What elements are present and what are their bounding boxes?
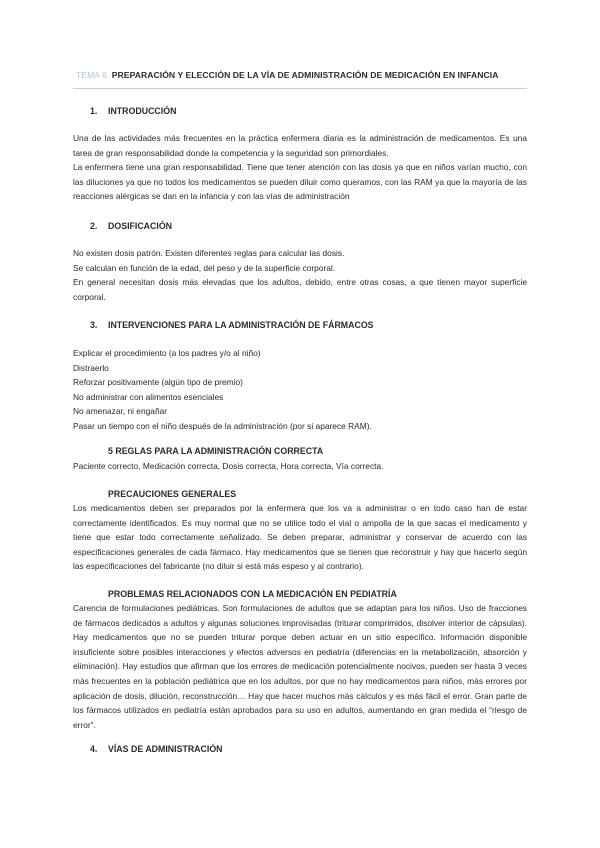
subsection-heading-reglas: 5 REGLAS PARA LA ADMINISTRACIÓN CORRECTA: [108, 446, 324, 456]
dosificacion-body: [73, 246, 527, 304]
list-item: Explicar el procedimiento (a los padres y/o al niño): [73, 348, 261, 358]
paragraph: Los medicamentos deben ser preparados por la enfermera que los va a administrar o en todo caso han de estar correctamente identificados. Es muy normal que no se utilice todo el vial o ampolla de la que sacas el medicamento y tiene que estar todo correctamente señalizado. Se deben preparar, administrar y conservar de acuerdo con las especificaciones generales de cada fármaco. Hay medicamentos que se tienen que reconstruir y hay que hacerlo según las especificaciones del fabricante (no diluir si está más espeso y al contrario).: [73, 503, 527, 572]
paragraph: La enfermera tiene una gran responsabilidad. Tiene que tener atención con las dosis ya que en niños varían mucho, con las diluciones ya que no todos los medicamentos se pueden diluir como queramos, con las RAM ya que la mayoría de las reacciones alérgicas se dan en la infancia y con las vías de administración: [73, 162, 527, 202]
section-heading-introduccion: [90, 106, 176, 116]
section-number: 4.: [90, 744, 98, 754]
header-divider: [73, 88, 527, 89]
document-header: [76, 70, 526, 80]
section-title: INTRODUCCIÓN: [108, 106, 177, 116]
section-title: VÍAS DE ADMINISTRACIÓN: [108, 744, 223, 754]
topic-label: TEMA 6.: [76, 70, 110, 80]
subsection-heading-precauciones: PRECAUCIONES GENERALES: [108, 489, 237, 499]
list-item: Pasar un tiempo con el niño después de la administración (por si aparece RAM).: [73, 420, 372, 431]
subsection-heading-problemas: PROBLEMAS RELACIONADOS CON LA MEDICACIÓN EN PEDIATRÍA: [108, 589, 397, 599]
text-line: Se calculan en función de la edad, del peso y de la superficie corporal.: [73, 262, 336, 273]
reglas-body: [73, 459, 527, 474]
text-line: No existen dosis patrón. Existen diferentes reglas para calcular las dosis.: [73, 248, 345, 258]
introduccion-body: [73, 131, 527, 204]
section-heading-intervenciones: [90, 320, 374, 330]
section-number: 3.: [90, 320, 98, 330]
paragraph: En general necesitan dosis más elevadas que los adultos, debido, entre otras cosas, a que tienen mayor superficie corporal.: [73, 277, 527, 302]
interventions-list: [73, 346, 372, 434]
precauciones-body: [73, 501, 527, 574]
section-heading-dosificacion: [90, 221, 172, 231]
section-number: 1.: [90, 106, 98, 116]
list-item: No administrar con alimentos esenciales: [73, 391, 224, 402]
list-item: Distraerlo: [73, 362, 109, 373]
section-title: DOSIFICACIÓN: [108, 221, 173, 231]
problemas-body: [73, 601, 527, 732]
document-title: PREPARACIÓN Y ELECCIÓN DE LA VÍA DE ADMINISTRACIÓN DE MEDICACIÓN EN INFANCIA: [111, 70, 499, 80]
section-title: INTERVENCIONES PARA LA ADMINISTRACIÓN DE FÁRMACOS: [108, 320, 374, 330]
section-number: 2.: [90, 221, 98, 231]
paragraph: Carencia de formulaciones pediátricas. Son formulaciones de adultos que se adaptan para los niños. Uso de fracciones de fármacos dedicados a adultos y algunas soluciones improvisadas (triturar comprimidos, disolver interior de cápsulas). Hay medicamentos que no se pueden triturar porque deben actuar en un sitio específico. Información disponible insuficiente sobre posibles interacciones y efectos adversos en pediatría (diferencias en la metabolización, absorción y eliminación). Hay estudios que afirman que los errores de medicación potencialmente nocivos, pueden ser hasta 3 veces más frecuentes en la población pediátrica que en los adultos, por que no hay medicamentos para niños, más errores por aplicación de dosis, dilución, reconstrucción… Hay que hacer muchos más cálculos y es más fácil el error. Gran parte de los fármacos utilizados en pediatría están aprobados para su uso en adultos, aumentando en gran medida el “riesgo de error”.: [73, 603, 527, 730]
text-line: Paciente correcto, Medicación correcta, Dosis correcta, Hora correcta, Vía correcta.: [73, 461, 384, 471]
list-item: No amenazar, ni engañar: [73, 406, 168, 417]
section-heading-vias: [90, 744, 223, 754]
paragraph: Una de las actividades más frecuentes en la práctica enfermera diaria es la administración de medicamentos. Es una tarea de gran responsabilidad donde la competencia y la seguridad son primordiales.: [73, 133, 527, 158]
list-item: Reforzar positivamente (algún tipo de premio): [73, 377, 243, 388]
